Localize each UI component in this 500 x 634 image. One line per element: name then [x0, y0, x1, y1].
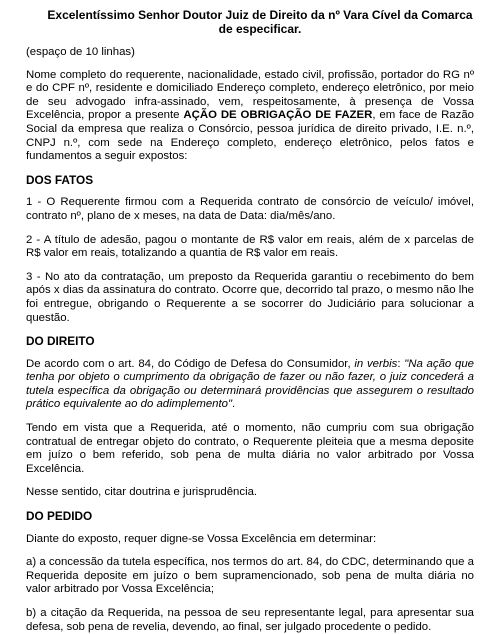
- pedido-item-b: b) a citação da Requerida, na pessoa de seu representante legal, para apresentar sua defesa, sob pena de revelia, devendo, ao final, ser julgado procedente o pedido.: [26, 607, 474, 633]
- direito-paragraph-3: Nesse sentido, citar doutrina e jurisprudência.: [26, 486, 258, 499]
- document-title: [46, 8, 474, 36]
- fatos-paragraph-1: 1 - O Requerente firmou com a Requerida contrato de consórcio de veículo/ imóvel, contrato nº, plano de x meses, na data de Data: dia/mês/ano.: [26, 196, 474, 222]
- pedido-paragraph-1: Diante do exposto, requer digne-se Vossa Excelência em determinar:: [26, 532, 377, 545]
- intro-paragraph: Nome completo do requerente, nacionalidade, estado civil, profissão, portador do RG nº e do CPF nº, residente e domiciliado Endereço completo, endereço eletrônico, por meio de seu advogado infra-assinado, vem, respeitosamente, à presença de Vossa Excelência, propor a presente AÇÃO DE OBRIGAÇÃO DE FAZER, em face de Razão Social da empresa que realiza o Consórcio, pessoa jurídica de direito privado, I.E. n.º, CNPJ n.º, com sede na Endereço completo, endereço eletrônico, pelos fatos e fundamentos a seguir expostos:: [26, 68, 475, 163]
- pedido-item-a: a) a concessão da tutela específica, nos termos do art. 84, do CDC, determinando que a Requerida deposite em juízo o bem supramencionado, sob pena de multa diária no valor arbitrado por Vossa Excelência;: [26, 556, 474, 596]
- direito-paragraph-1: De acordo com o art. 84, do Código de Defesa do Consumidor, in verbis: "Na ação que tenha por objeto o cumprimento da obrigação de fazer ou não fazer, o juiz concederá a tutela específica da obrigação ou determinará providências que assegurem o resultado prático equivalente ao do adimplemento".: [26, 357, 474, 411]
- fatos-paragraph-2: 2 - A título de adesão, pagou o montante de R$ valor em reais, além de x parcelas de R$ valor em reais, totalizando a quantia de R$ valor em reais.: [26, 233, 474, 260]
- fatos-paragraph-3: 3 - No ato da contratação, um preposto da Requerida garantiu o recebimento do bem após x dias da assinatura do contrato. Ocorre que, decorrido tal prazo, o mesmo não lhe foi entregue, obrigando o Requerente a se socorrer do Judiciário para solucionar a questão.: [26, 270, 474, 324]
- section-heading-fatos: DOS FATOS: [26, 172, 94, 187]
- direito-paragraph-2: Tendo em vista que a Requerida, até o momento, não cumpriu com sua obrigação contratual de entregar objeto do contrato, o Requerente pleiteia que a mesma deposite em juízo o bem referido, sob pena de multa diária no valor arbitrado por Vossa Excelência.: [26, 422, 474, 475]
- section-heading-direito: DO DIREITO: [26, 334, 95, 349]
- title-line-2: de especificar.: [218, 22, 302, 36]
- section-heading-pedido: DO PEDIDO: [26, 509, 93, 524]
- action-name: AÇÃO DE OBRIGAÇÃO DE FAZER: [183, 109, 373, 122]
- space-note: (espaço de 10 linhas): [26, 46, 135, 58]
- law-quote: "Na ação que tenha por objeto o cumprimento da obrigação de fazer ou não fazer, o juiz concederá a tutela específica da obrigação ou determinará providências que assegurem o resultado prático equivalente ao do adimplemento": [26, 357, 474, 411]
- title-line-1: Excelentíssimo Senhor Doutor Juiz de Direito da nº Vara Cível da Comarca: [47, 8, 473, 22]
